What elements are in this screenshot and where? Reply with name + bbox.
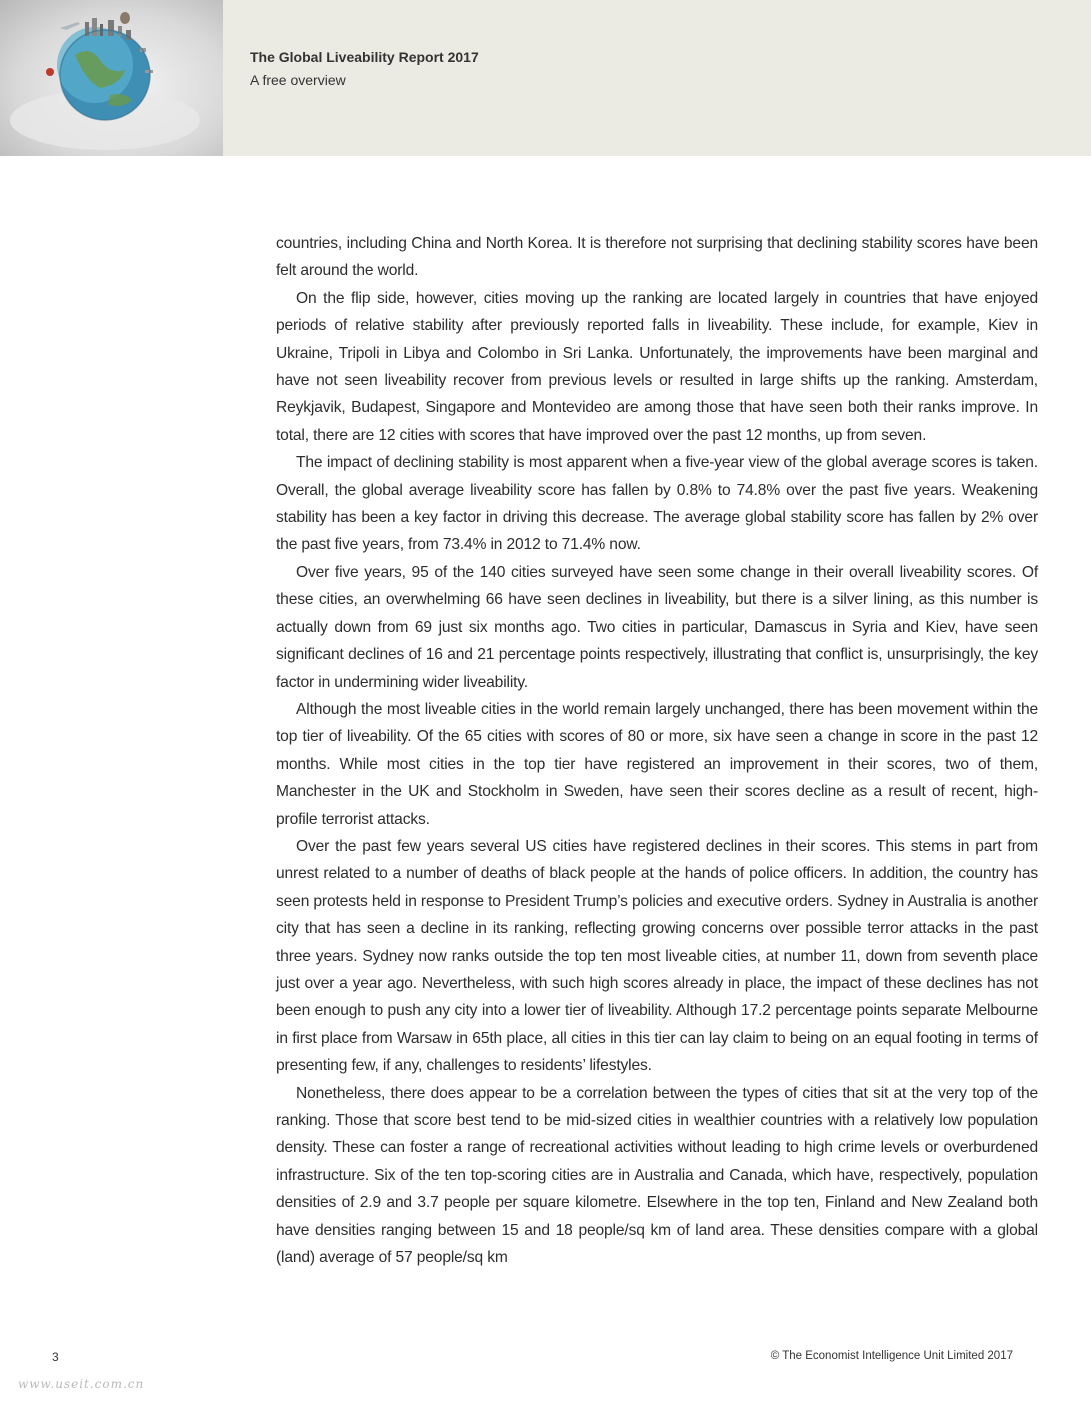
paragraph: countries, including China and North Korea. It is therefore not surprising that declining stability scores have been felt around the world. (276, 235, 1038, 280)
cover-globe-image (0, 0, 223, 156)
paragraph: Over the past few years several US cities have registered declines in their scores. This stems in part from unrest related to a number of deaths of black people at the hands of police officers. In addition, the country has seen protests held in response to President Trump’s policies and executive orders. Sydney in Australia is another city that has seen a decline in its ranking, reflecting growing concerns over possible terror attacks in the past three years. Sydney now ranks outside the top ten most liveable cities, at number 11, down from seventh place just over a year ago. Nevertheless, with such high scores already in place, the impact of these declines has not been enough to push any city into a lower tier of liveability. Although 17.2 percentage points separate Melbourne in first place from Warsaw in 65th place, all cities in this tier can lay claim to being on an equal footing in terms of presenting few, if any, challenges to residents’ lifestyles. (276, 837, 1039, 1075)
paragraph: Over five years, 95 of the 140 cities surveyed have seen some change in their overall liveability scores. Of these cities, an overwhelming 66 have seen declines in liveability, but there is a silver lining, as this number is actually down from 69 just six months ago. Two cities in particular, Damascus in Syria and Kiev, have seen significant declines of 16 and 21 percentage points respectively, illustrating that conflict is, unsurprisingly, the key factor in undermining wider liveability. (276, 563, 1038, 691)
copyright-notice: © The Economist Intelligence Unit Limited 2017 (770, 1350, 1013, 1362)
report-title: The Global Liveability Report 2017 (250, 49, 479, 65)
paragraph: The impact of declining stability is most apparent when a five-year view of the global average scores is taken. Overall, the global average liveability score has fallen by 0.8% to 74.8% over the past five years. Weakening stability has been a key factor in driving this decrease. The average global stability score has fallen by 2% over the past five years, from 73.4% in 2012 to 71.4% now. (276, 454, 1038, 554)
watermark: www.useit.com.cn (18, 1377, 145, 1391)
page-number: 3 (52, 1350, 59, 1364)
report-subtitle: A free overview (250, 72, 346, 88)
globe-illustration-icon (0, 0, 223, 156)
paragraph: On the flip side, however, cities moving up the ranking are located largely in countries that have enjoyed periods of relative stability after previously reported falls in liveability. These include, for example, Kiev in Ukraine, Tripoli in Libya and Colombo in Sri Lanka. Unfortunately, the improvements have been marginal and have not seen liveability recover from previous levels or resulted in large shifts up the ranking. Amsterdam, Reykjavik, Budapest, Singapore and Montevideo are among those that have seen both their ranks improve. In total, there are 12 cities with scores that have improved over the past 12 months, up from seven. (276, 289, 1038, 444)
body-text (276, 230, 1038, 1271)
paragraph: Nonetheless, there does appear to be a correlation between the types of cities that sit at the very top of the ranking. Those that score best tend to be mid-sized cities in wealthier countries with a relatively low population density. These can foster a range of recreational activities without leading to high crime levels or overburdened infrastructure. Six of the ten top-scoring cities are in Australia and Canada, which have, respectively, population densities of 2.9 and 3.7 people per square kilometre. Elsewhere in the top ten, Finland and New Zealand both have densities ranging between 15 and 18 people/sq km of land area. These densities compare with a global (land) average of 57 people/sq km (276, 1084, 1038, 1267)
paragraph: Although the most liveable cities in the world remain largely unchanged, there has been movement within the top tier of liveability. Of the 65 cities with scores of 80 or more, six have seen a change in score in the past 12 months. While most cities in the top tier have registered an improvement in their scores, two of them, Manchester in the UK and Stockholm in Sweden, have seen their scores decline as a result of recent, high-profile terrorist attacks. (276, 700, 1038, 828)
